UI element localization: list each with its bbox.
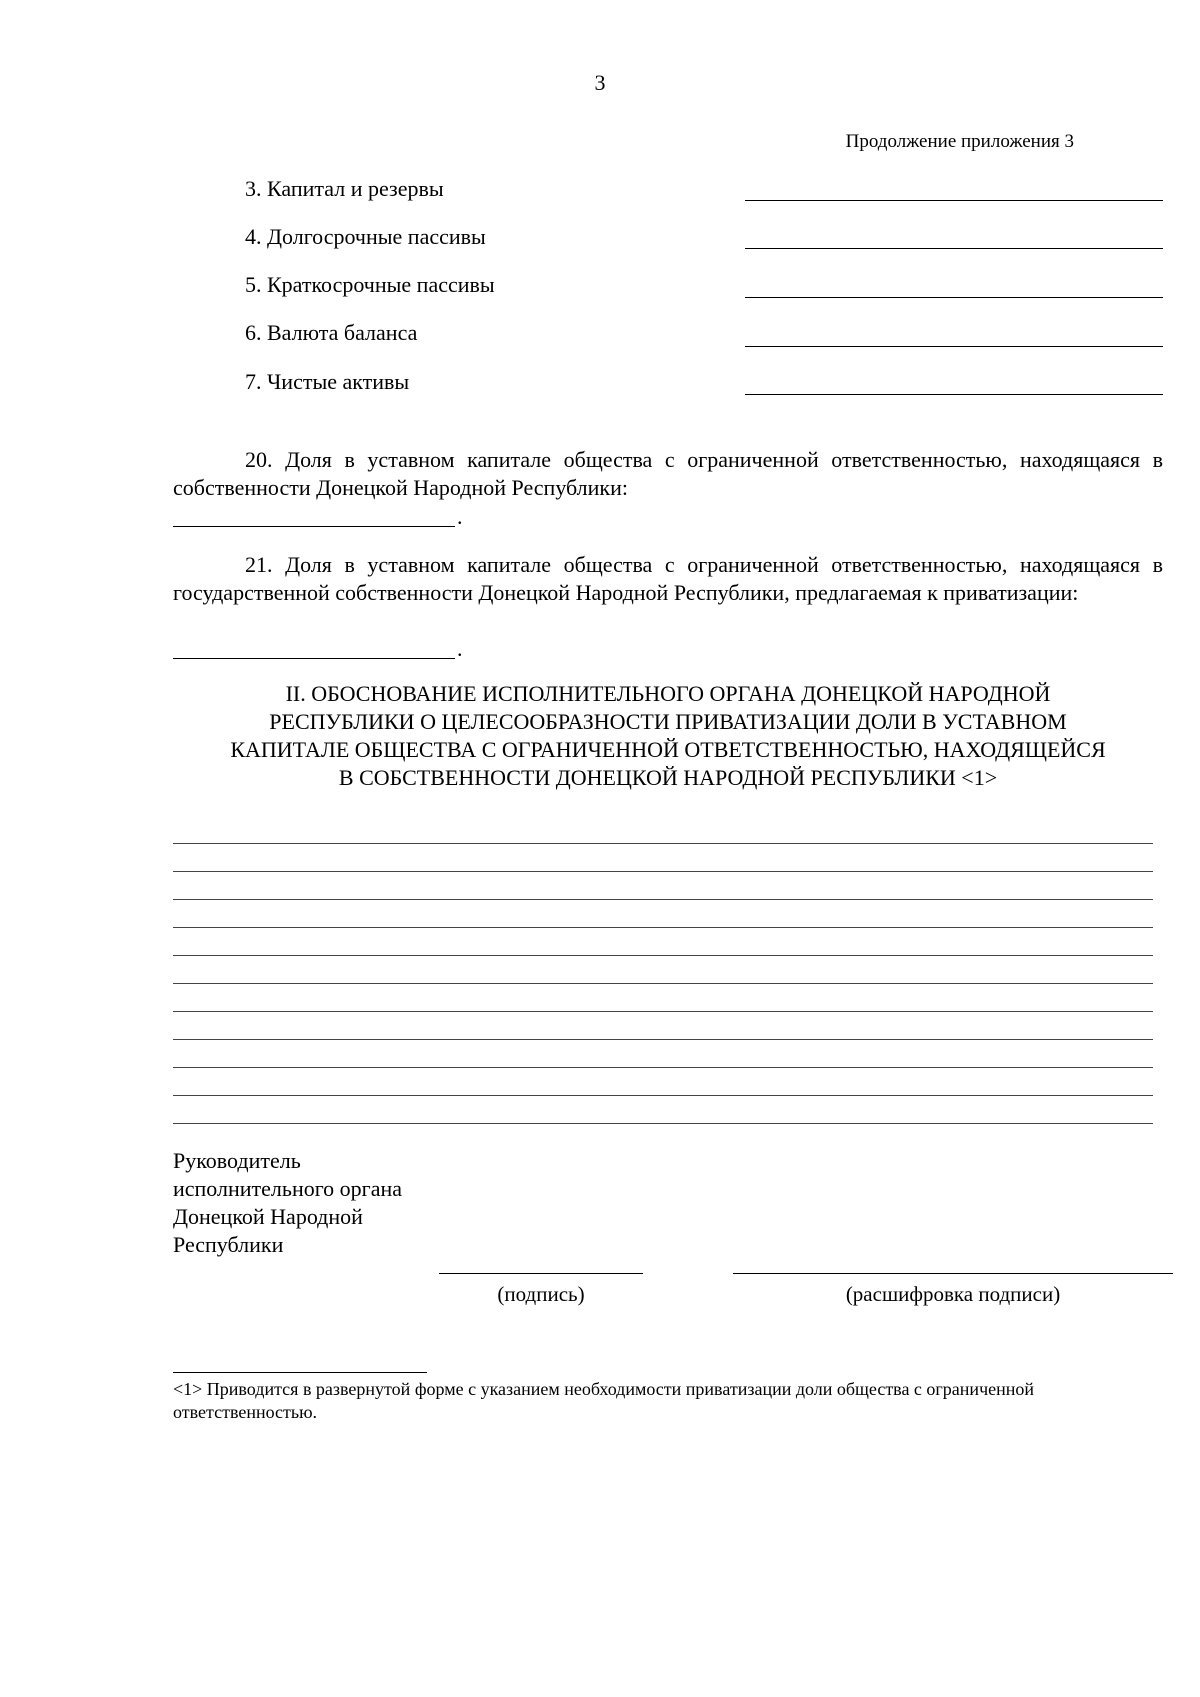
item-21-paragraph bbox=[173, 551, 1163, 607]
item-20-paragraph bbox=[173, 446, 1163, 502]
balance-item-fill-line[interactable] bbox=[745, 297, 1163, 298]
footnote-separator bbox=[173, 1372, 427, 1373]
signer-title-line: исполнительного органа bbox=[173, 1176, 403, 1201]
balance-item-fill-line[interactable] bbox=[745, 394, 1163, 395]
section-2-heading-line: РЕСПУБЛИКИ О ЦЕЛЕСООБРАЗНОСТИ ПРИВАТИЗАЦИИ ДОЛИ В УСТАВНОМ bbox=[269, 709, 1067, 734]
signature-decoding-caption: (расшифровка подписи) bbox=[845, 1282, 1061, 1306]
section-2-heading-line: II. ОБОСНОВАНИЕ ИСПОЛНИТЕЛЬНОГО ОРГАНА ДОНЕЦКОЙ НАРОДНОЙ bbox=[285, 681, 1051, 706]
section-2-heading-line: КАПИТАЛЕ ОБЩЕСТВА С ОГРАНИЧЕННОЙ ОТВЕТСТВЕННОСТЬЮ, НАХОДЯЩЕЙСЯ bbox=[230, 737, 1106, 762]
justification-line[interactable] bbox=[173, 1011, 1153, 1012]
section-2-heading-line: В СОБСТВЕННОСТИ ДОНЕЦКОЙ НАРОДНОЙ РЕСПУБЛИКИ <1> bbox=[338, 765, 998, 790]
justification-line[interactable] bbox=[173, 927, 1153, 928]
balance-item-label: 5. Краткосрочные пассивы bbox=[245, 272, 495, 297]
balance-item-label: 3. Капитал и резервы bbox=[245, 176, 444, 201]
justification-line[interactable] bbox=[173, 871, 1153, 872]
item-21-fill-line[interactable] bbox=[173, 658, 455, 659]
footnote-text: <1> Приводится в развернутой форме с указанием необходимости приватизации доли общества с ограниченной ответственностью. bbox=[173, 1379, 1035, 1422]
signature-line[interactable] bbox=[439, 1273, 643, 1274]
balance-item-label: 4. Долгосрочные пассивы bbox=[245, 224, 486, 249]
appendix-continuation-label: Продолжение приложения 3 bbox=[845, 131, 1074, 152]
balance-item-fill-line[interactable] bbox=[745, 200, 1163, 201]
balance-item-label: 6. Валюта баланса bbox=[245, 320, 418, 345]
justification-line[interactable] bbox=[173, 955, 1153, 956]
justification-line[interactable] bbox=[173, 1095, 1153, 1096]
item-20-period: . bbox=[457, 504, 463, 529]
section-2-heading bbox=[173, 680, 1163, 792]
justification-line[interactable] bbox=[173, 899, 1153, 900]
signer-title-line: Республики bbox=[173, 1232, 284, 1257]
balance-item-label: 7. Чистые активы bbox=[245, 369, 410, 394]
signer-title bbox=[173, 1147, 402, 1259]
justification-line[interactable] bbox=[173, 843, 1153, 844]
signer-title-line: Донецкой Народной bbox=[173, 1204, 363, 1229]
item-20-fill-line[interactable] bbox=[173, 526, 455, 527]
justification-line[interactable] bbox=[173, 983, 1153, 984]
page-number: 3 bbox=[594, 70, 606, 95]
balance-item-fill-line[interactable] bbox=[745, 248, 1163, 249]
justification-line[interactable] bbox=[173, 1123, 1153, 1124]
justification-line[interactable] bbox=[173, 1067, 1153, 1068]
signature-caption: (подпись) bbox=[497, 1282, 585, 1306]
item-20-text: 20. Доля в уставном капитале общества с ограниченной ответственностью, находящаяся в собственности Донецкой Народной Республики: bbox=[173, 447, 1163, 500]
item-21-text: 21. Доля в уставном капитале общества с ограниченной ответственностью, находящаяся в государственной собственности Донецкой Народной Республики, предлагаемая к приватизации: bbox=[173, 552, 1163, 605]
signer-title-line: Руководитель bbox=[173, 1148, 301, 1173]
item-21-period: . bbox=[457, 636, 463, 661]
signature-decoding-line[interactable] bbox=[733, 1273, 1173, 1274]
justification-line[interactable] bbox=[173, 1039, 1153, 1040]
balance-item-fill-line[interactable] bbox=[745, 346, 1163, 347]
